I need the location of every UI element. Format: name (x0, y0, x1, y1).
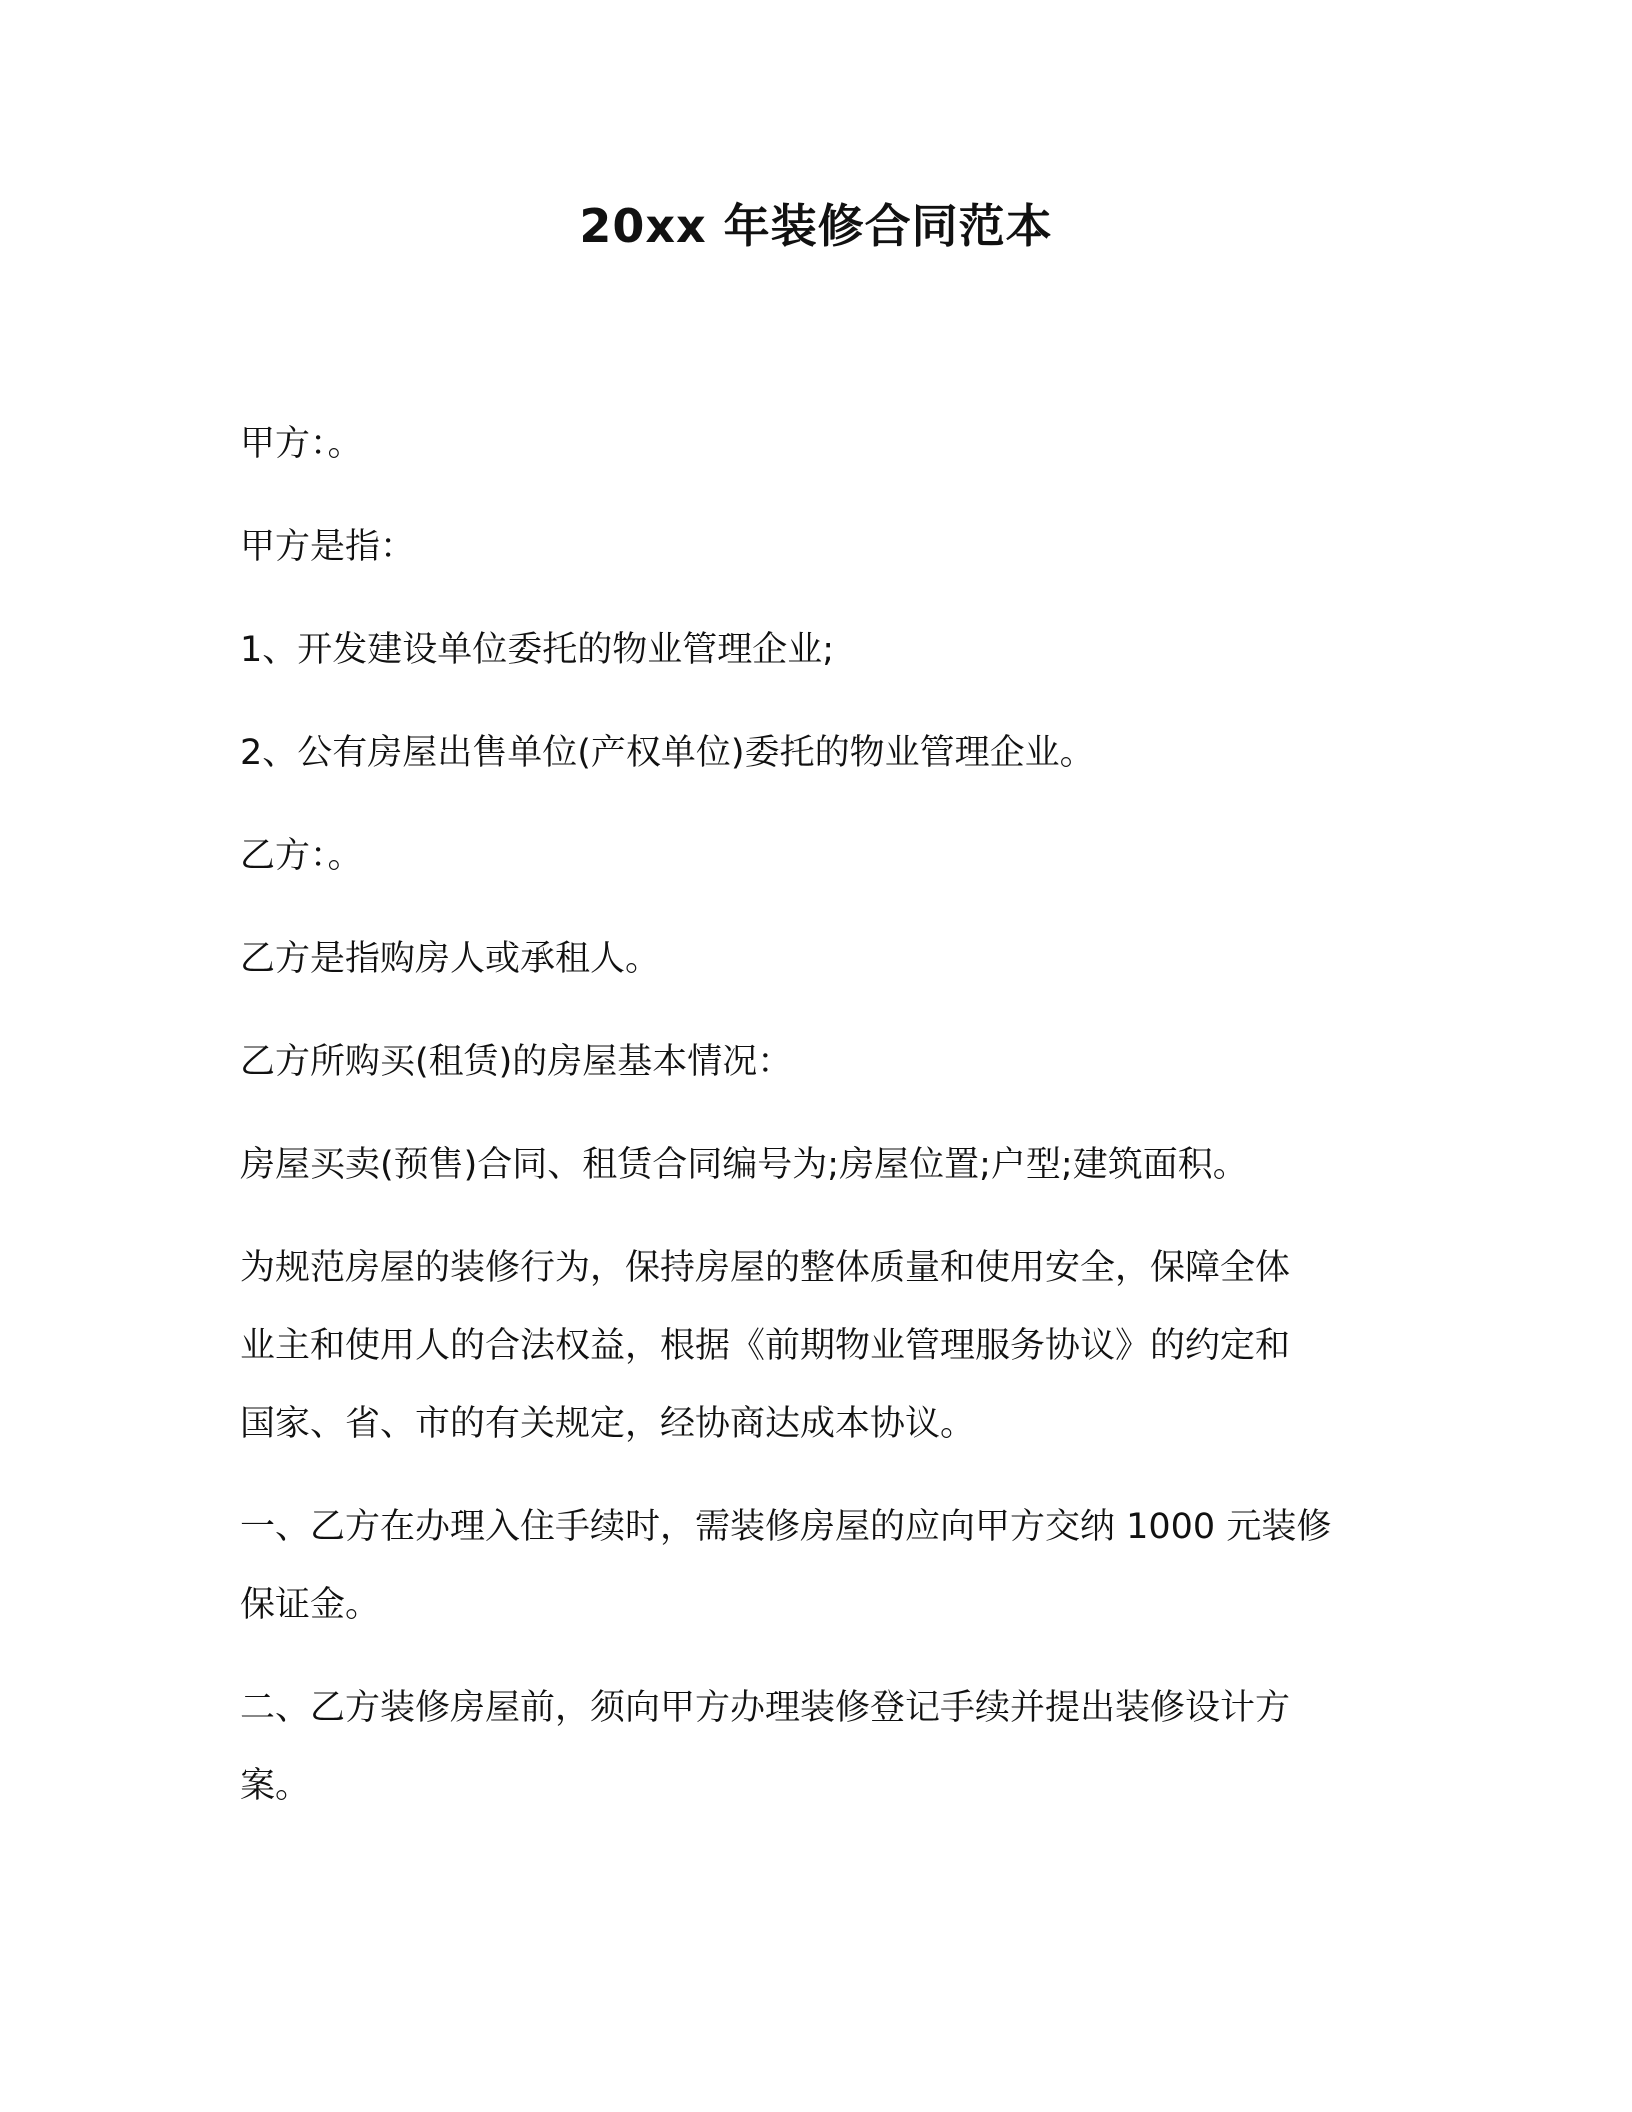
clause-1-line-1: 一、乙方在办理入住手续时，需装修房屋的应向甲方交纳 1000 元装修 (240, 1507, 1332, 1547)
party-a-line: 甲方：。 (240, 424, 363, 464)
party-a-definition-heading: 甲方是指： (240, 527, 416, 567)
party-b-line: 乙方：。 (240, 836, 363, 876)
party-a-definition-item-1: 1、开发建设单位委托的物业管理企业; (240, 630, 835, 670)
clause-2-line-1: 二、乙方装修房屋前，须向甲方办理装修登记手续并提出装修设计方 (240, 1688, 1291, 1728)
purpose-paragraph-line-3: 国家、省、市的有关规定，经协商达成本协议。 (240, 1404, 976, 1444)
clause-2-line-2: 案。 (240, 1766, 311, 1806)
document-title: 20xx 年装修合同范本 (579, 199, 1053, 253)
purpose-paragraph-line-2: 业主和使用人的合法权益，根据《前期物业管理服务协议》的约定和 (240, 1326, 1291, 1366)
party-a-definition-item-2: 2、公有房屋出售单位(产权单位)委托的物业管理企业。 (240, 733, 1095, 773)
party-b-definition: 乙方是指购房人或承租人。 (240, 939, 661, 979)
property-info-heading: 乙方所购买(租赁)的房屋基本情况： (240, 1042, 793, 1082)
property-info-details: 房屋买卖(预售)合同、租赁合同编号为;房屋位置;户型;建筑面积。 (240, 1145, 1248, 1185)
clause-1-line-2: 保证金。 (240, 1585, 381, 1625)
purpose-paragraph-line-1: 为规范房屋的装修行为，保持房屋的整体质量和使用安全，保障全体 (240, 1248, 1291, 1288)
